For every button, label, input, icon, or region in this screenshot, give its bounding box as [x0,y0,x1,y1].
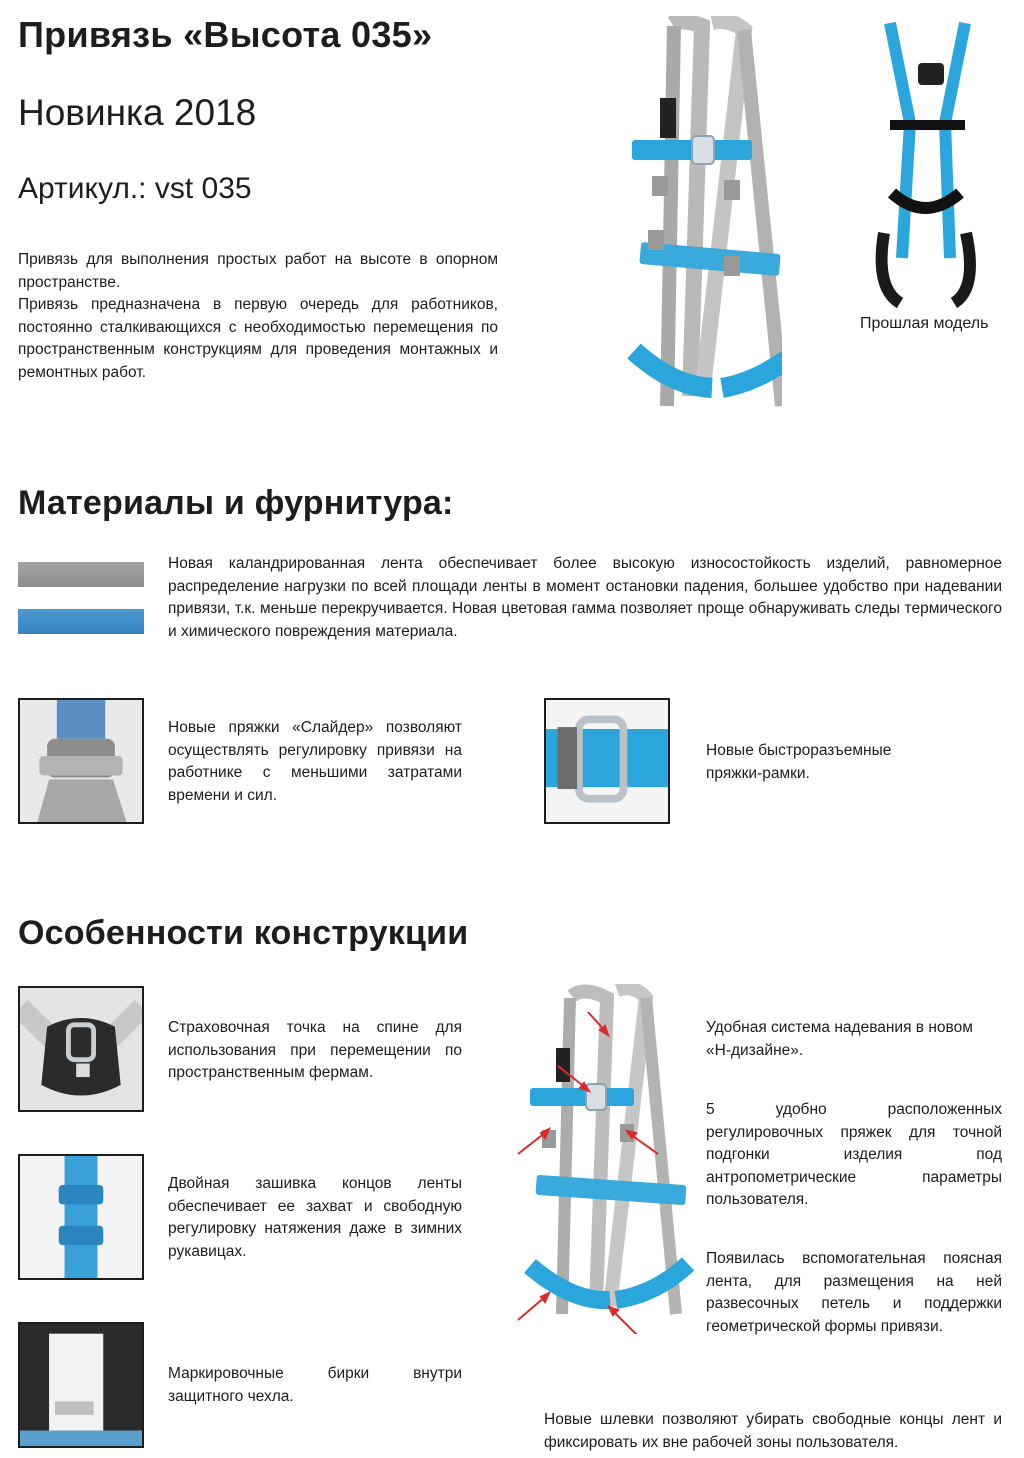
old-harness-illustration [870,18,980,308]
h-design-description: Удобная система надевания в новом «Н-дизайне». [706,1019,973,1059]
aux-belt-description: Появилась вспомогательная поясная лента, для размещения на ней развесочных петель и поддержки геометрической формы привязи. [706,1250,1002,1335]
stitching-image [18,1154,144,1280]
stitching-illustration [20,1156,142,1278]
back-point-description: Страховочная точка на спине для использования при перемещении по пространственным фермам. [168,1019,462,1082]
features-harness-image [512,984,694,1334]
old-harness-image [870,18,980,308]
page-subtitle: Новинка 2018 [18,92,257,133]
intro-text [18,249,498,385]
buckles-description: 5 удобно расположенных регулировочных пряжек для точной подгонки изделия под антропометрические параметры пользователя. [706,1101,1002,1209]
slider-buckle-illustration [20,700,142,822]
labels-illustration [20,1324,142,1446]
new-harness-image [612,16,782,416]
back-point-image [18,986,144,1112]
stitching-description: Двойная зашивка концов ленты обеспечивает ее захват и свободную регулировку натяжения даже в зимних рукавицах. [168,1175,462,1260]
frame-buckle-image [544,698,670,824]
frame-buckle-illustration [546,700,668,822]
features-heading: Особенности конструкции [18,914,469,952]
materials-heading: Материалы и фурнитура: [18,484,454,522]
labels-image [18,1322,144,1448]
slider-buckle-image [18,698,144,824]
harness-illustration [612,16,782,416]
back-point-illustration [20,988,142,1110]
intro-paragraph-1: Привязь для выполнения простых работ на высоте в опорном пространстве. [18,251,498,291]
labels-description: Маркировочные бирки внутри защитного чехла. [168,1365,462,1405]
frame-buckle-description: Новые быстроразъемные пряжки-рамки. [706,742,892,782]
old-model-caption: Прошлая модель [860,315,989,332]
page-title: Привязь «Высота 035» [18,14,433,55]
intro-paragraph-2: Привязь предназначена в первую очередь для работников, постоянно сталкивающихся с необходимостью перемещения по пространственным конструкциям для проведения монтажных и ремонтных работ. [18,296,498,381]
slider-buckle-description: Новые пряжки «Слайдер» позволяют осуществлять регулировку привязи на работнике с меньшими затратами времени и сил. [168,719,462,804]
grey-tape-swatch [18,562,144,587]
features-harness-illustration [512,984,694,1334]
tape-description: Новая каландрированная лента обеспечивает более высокую износостойкость изделий, равномерное распределение нагрузки по всей площади ленты в момент остановки падения, большее удобство при надевании привязи, т.к. меньше перекручивается. Новая цветовая гамма позволяет проще обнаруживать следы термического и химического повреждения материала. [168,555,1002,640]
article-number: Артикул.: vst 035 [18,172,252,205]
blue-tape-swatch [18,609,144,634]
loops-description: Новые шлевки позволяют убирать свободные концы лент и фиксировать их вне рабочей зоны пользователя. [544,1411,1002,1451]
